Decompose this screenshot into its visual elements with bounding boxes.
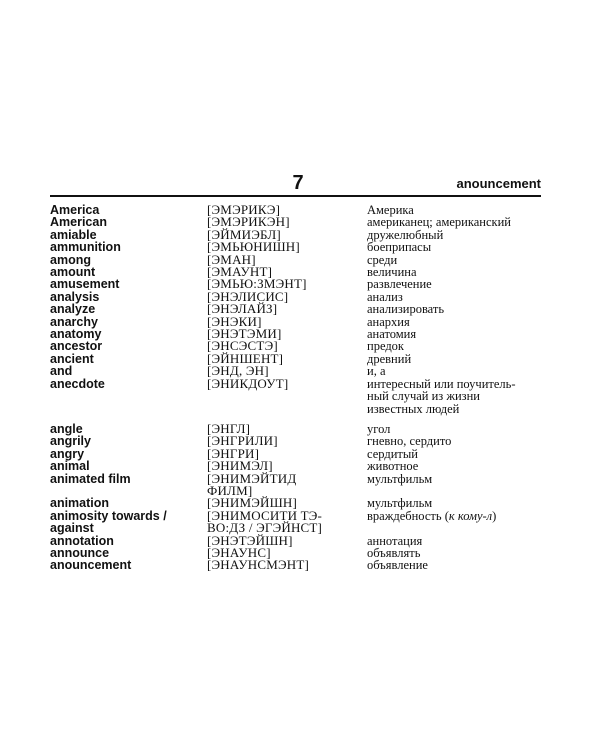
entry-row [50, 375, 541, 416]
entry-word: anatomy [50, 327, 102, 342]
entry-translation: анатомия [367, 327, 417, 342]
entry-pronunciation: [ЭНАУНСМЭНТ] [207, 557, 310, 573]
entry-translation: предок [367, 339, 405, 354]
entry-word: and [50, 364, 73, 379]
entry-row [50, 241, 541, 253]
entry-word: angrily [50, 434, 91, 449]
entry-translation: гневно, сердито [367, 434, 452, 449]
entry-pronunciation: [ЭНГЛ] [207, 420, 251, 436]
entry-translation: мультфильм [367, 471, 433, 486]
entry-row [50, 313, 541, 329]
entry-word: ancient [50, 351, 94, 366]
entry-row [50, 251, 541, 267]
entry-translation: Америка [367, 203, 414, 217]
entry-word: anecdote [50, 376, 105, 391]
entry-translation: и, а [367, 364, 386, 379]
entry-pronunciation: [ЭНАУНС] [207, 544, 271, 560]
entry-pronunciation: [ЭНД, ЭН] [207, 363, 269, 379]
entry-word: angle [50, 421, 83, 436]
entry-pronunciation: [ЭНСЭСТЭ] [207, 338, 278, 354]
entry-translation: среди [367, 252, 398, 267]
entry-row [50, 365, 541, 377]
entry-word: America [50, 203, 100, 217]
entry-pronunciation: [ЭМЬЮ:ЗМЭНТ] [207, 276, 307, 292]
entry-translation: животное [367, 459, 419, 474]
entry-word: anouncement [50, 558, 132, 573]
entry-pronunciation: [ЭМЭРИКЭ] [207, 202, 281, 217]
entry-row [50, 288, 541, 304]
entry-pronunciation: [ЭНИМОСИТИ ТЭ- ВО:ДЗ / ЭГЭЙНСТ] [207, 507, 323, 536]
entry-translation: древний [367, 351, 412, 366]
entry-row [50, 559, 541, 571]
entry-row [50, 278, 541, 290]
entry-row [50, 216, 541, 228]
entry-pronunciation: [ЭНИМЭЙТИД ФИЛМ] [207, 470, 297, 498]
entry-word: animal [50, 459, 90, 474]
entry-pronunciation: [ЭМЬЮНИШН] [207, 239, 300, 255]
entry-translation: анархия [367, 314, 410, 329]
entry-translation: объявлять [367, 545, 421, 560]
entry-pronunciation: [ЭНГРИ] [207, 445, 260, 461]
entry-row [50, 445, 541, 461]
entry-translation: аннотация [367, 533, 423, 548]
entry-list [50, 204, 541, 572]
entry-pronunciation: [ЭНЭЛАЙЗ] [207, 301, 278, 317]
entry-pronunciation: [ЭНЭТЭЙШН] [207, 532, 293, 548]
page-number: 7 [292, 172, 304, 194]
entry-row [50, 532, 541, 548]
entry-translation: анализ [367, 289, 403, 304]
entry-word: animated film [50, 471, 131, 486]
entry-row [50, 340, 541, 352]
entry-pronunciation: [ЭМАУНТ] [207, 264, 273, 280]
entry-translation: сердитый [367, 446, 418, 461]
entry-row [50, 303, 541, 315]
entry-row [50, 507, 541, 536]
entry-word: American [50, 215, 107, 230]
entry-translation: мультфильм [367, 496, 433, 511]
page-header [50, 172, 541, 194]
entry-word: ancestor [50, 339, 103, 354]
entry-pronunciation: [ЭЙНШЕНТ] [207, 350, 284, 366]
entry-translation: развлечение [367, 277, 432, 292]
entry-word: amiable [50, 227, 97, 242]
entry-translation: угол [367, 421, 391, 436]
header-rule [50, 195, 541, 197]
entry-row [50, 435, 541, 447]
running-head: anouncement [456, 176, 541, 191]
entry-pronunciation: [ЭЙМИЭБЛ] [207, 226, 281, 242]
entry-word: analyze [50, 302, 96, 317]
entry-word: announce [50, 545, 110, 560]
entry-word: amount [50, 265, 96, 280]
entry-row [50, 470, 541, 498]
entry-pronunciation: [ЭНГРИЛИ] [207, 433, 278, 449]
entry-row [50, 420, 541, 436]
entry-word: among [50, 252, 91, 267]
entry-word: analysis [50, 289, 100, 304]
entry-translation: дружелюбный [367, 227, 444, 242]
entry-translation: объявление [367, 558, 428, 573]
entry-translation: величина [367, 265, 417, 280]
entry-row [50, 350, 541, 366]
entry-translation: интересный или поучитель- ный случай из жизни известных людей [367, 376, 516, 416]
entry-word: angry [50, 446, 85, 461]
entry-pronunciation: [ЭНИМЭЙШН] [207, 495, 298, 511]
entry-pronunciation: [ЭНЭЛИСИС] [207, 288, 289, 304]
entry-pronunciation: [ЭНЭТЭМИ] [207, 326, 282, 342]
entry-word: ammunition [50, 240, 121, 255]
entry-word: animation [50, 496, 110, 511]
entry-pronunciation: [ЭМАН] [207, 251, 256, 267]
entry-translation: американец; американский [367, 215, 511, 230]
entry-translation: боеприпасы [367, 240, 432, 255]
entry-pronunciation: [ЭНЭКИ] [207, 313, 262, 329]
entry-translation: анализировать [367, 302, 445, 317]
entry-pronunciation: [ЭНИКДОУТ] [207, 375, 289, 391]
entry-word: anarchy [50, 314, 98, 329]
entry-pronunciation: [ЭМЭРИКЭН] [207, 214, 290, 230]
entry-word: animosity towards / against [50, 508, 167, 536]
entry-pronunciation: [ЭНИМЭЛ] [207, 458, 273, 474]
entry-row [50, 328, 541, 340]
entry-word: amusement [50, 277, 120, 292]
entry-word: annotation [50, 533, 114, 548]
entry-translation: враждебность (к кому-л) [367, 508, 497, 523]
